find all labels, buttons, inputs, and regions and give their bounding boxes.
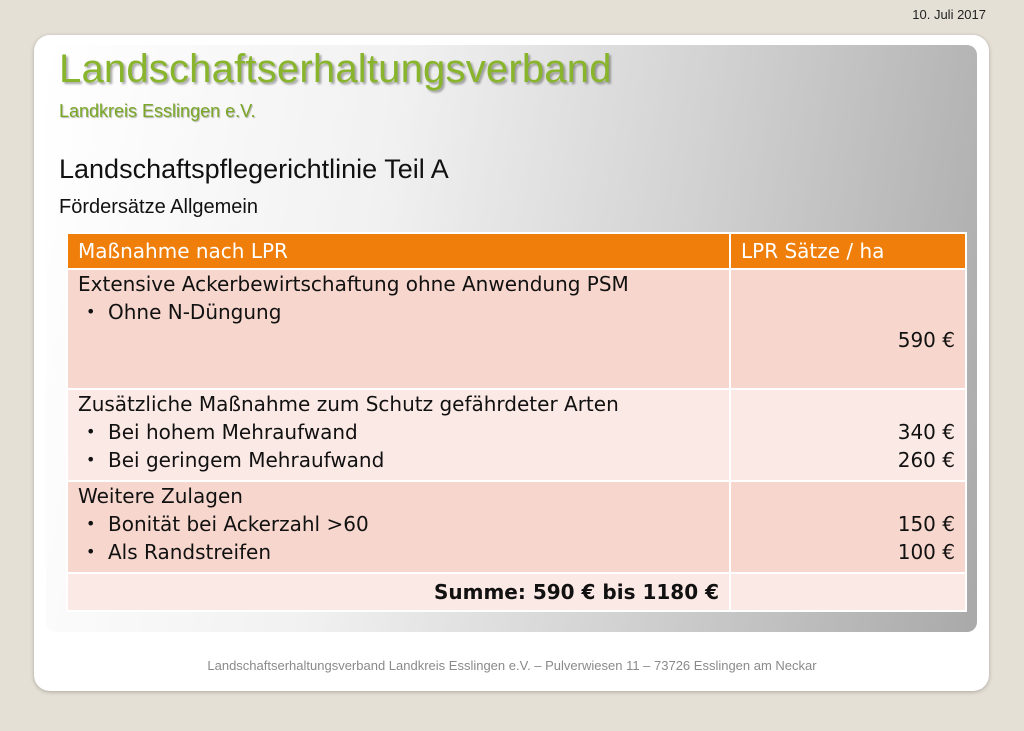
rate-value: 260 € <box>897 448 955 472</box>
organization-title: Landschaftserhaltungsverband <box>59 47 612 91</box>
bullet-icon: • <box>86 422 96 441</box>
sum-row <box>67 573 966 611</box>
rate-cell <box>730 389 966 481</box>
measure-cell <box>67 269 730 389</box>
table-row <box>67 481 966 573</box>
sum-empty-cell <box>730 573 966 611</box>
rate-value: 100 € <box>897 540 955 564</box>
measure-title: Extensive Ackerbewirtschaftung ohne Anwendung PSM <box>78 272 629 296</box>
table-row <box>67 389 966 481</box>
slide-heading: Landschaftspflegerichtlinie Teil A <box>59 154 449 184</box>
rate-value: 590 € <box>897 328 955 352</box>
bullet-icon: • <box>86 302 96 321</box>
rates-table <box>66 232 967 612</box>
measure-item: • Bei geringem Mehraufwand <box>86 448 385 472</box>
rate-cell <box>730 481 966 573</box>
rate-value: 340 € <box>897 420 955 444</box>
organization-subtitle: Landkreis Esslingen e.V. <box>59 101 256 121</box>
measure-title: Weitere Zulagen <box>78 484 243 508</box>
slide-date: 10. Juli 2017 <box>912 7 986 22</box>
bullet-icon: • <box>86 542 96 561</box>
measure-cell <box>67 481 730 573</box>
measure-item: • Bei hohem Mehraufwand <box>86 420 358 444</box>
measure-title: Zusätzliche Maßnahme zum Schutz gefährdeter Arten <box>78 392 619 416</box>
table-row <box>67 269 966 389</box>
column-header-measure: Maßnahme nach LPR <box>67 233 730 269</box>
measure-item: • Bonität bei Ackerzahl >60 <box>86 512 369 536</box>
measure-item: • Als Randstreifen <box>86 540 272 564</box>
measure-cell <box>67 389 730 481</box>
bullet-icon: • <box>86 514 96 533</box>
rate-value: 150 € <box>897 512 955 536</box>
bullet-icon: • <box>86 450 96 469</box>
measure-item: • Ohne N-Düngung <box>86 300 282 324</box>
slide-subheading: Fördersätze Allgemein <box>59 196 258 218</box>
footer-address: Landschaftserhaltungsverband Landkreis Esslingen e.V. – Pulverwiesen 11 – 73726 Esslingen am Neckar <box>207 658 817 673</box>
sum-cell: Summe: 590 € bis 1180 € <box>67 573 730 611</box>
table-header-row <box>67 233 966 269</box>
rate-cell <box>730 269 966 389</box>
column-header-rates: LPR Sätze / ha <box>730 233 966 269</box>
